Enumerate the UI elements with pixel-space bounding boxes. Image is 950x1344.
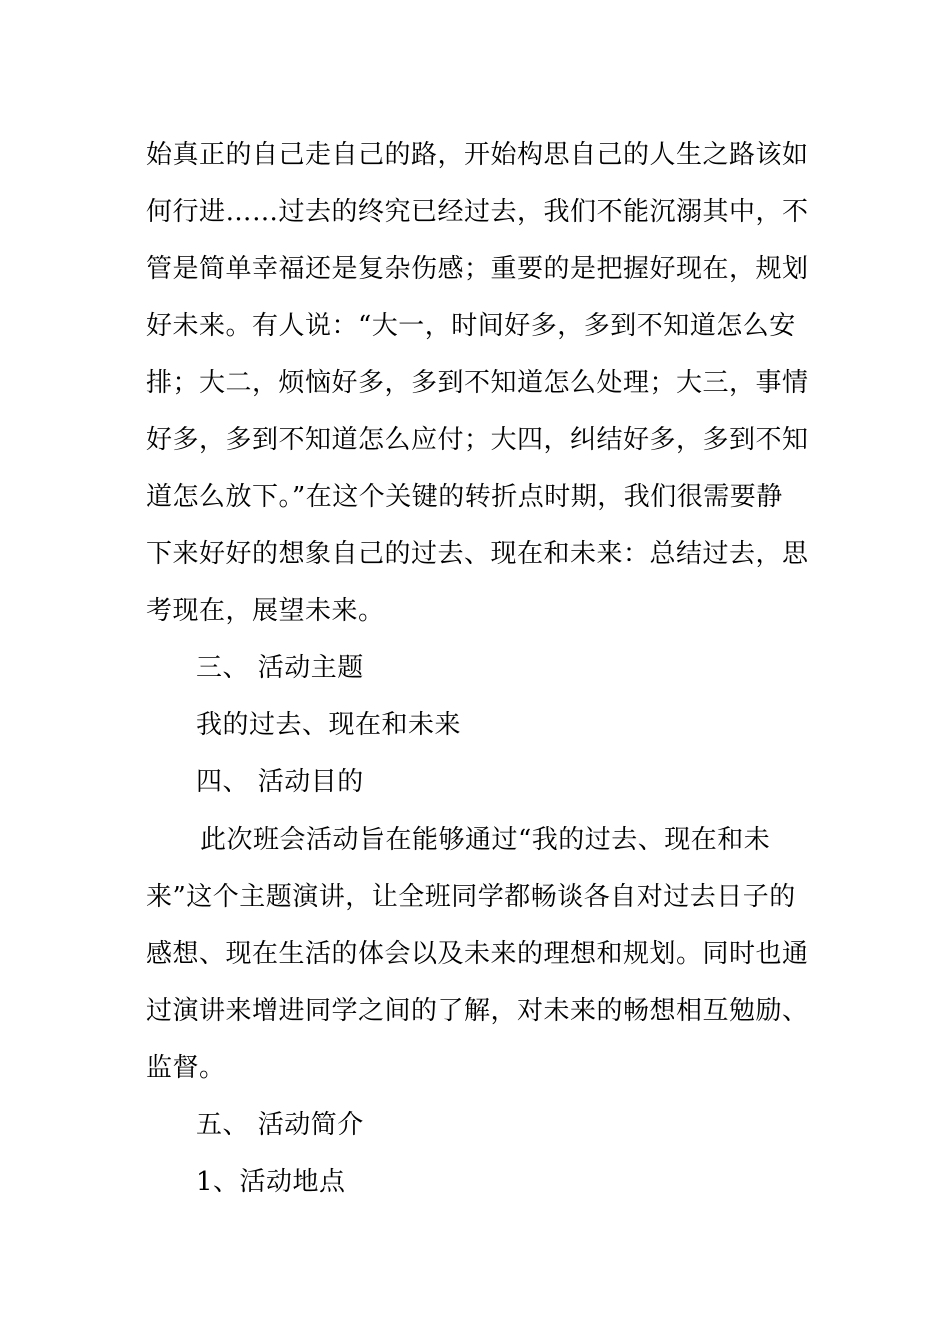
paragraph-line: 道怎么放下。”在这个关键的转折点时期，我们很需要静 bbox=[146, 482, 783, 512]
section-heading-theme: 三、 活动主题 bbox=[196, 653, 364, 683]
list-item-location: 1、活动地点 bbox=[196, 1167, 346, 1197]
paragraph-line: 考现在，展望未来。 bbox=[146, 596, 385, 626]
paragraph-line: 好未来。有人说：“大一，时间好多，多到不知道怎么安 bbox=[146, 311, 796, 341]
section-heading-intro: 五、 活动简介 bbox=[196, 1110, 364, 1140]
paragraph-line: 此次班会活动旨在能够通过“我的过去、现在和未 bbox=[200, 825, 771, 855]
paragraph-line: 下来好好的想象自己的过去、现在和未来：总结过去，思 bbox=[146, 539, 809, 569]
paragraph-line: 过演讲来增进同学之间的了解，对未来的畅想相互勉励、 bbox=[146, 996, 809, 1026]
paragraph-line: 监督。 bbox=[146, 1053, 226, 1083]
paragraph-line: 来”这个主题演讲，让全班同学都畅谈各自对过去日子的 bbox=[146, 882, 796, 912]
paragraph-line: 管是简单幸福还是复杂伤感；重要的是把握好现在，规划 bbox=[146, 254, 809, 284]
paragraph-line: 感想、现在生活的体会以及未来的理想和规划。同时也通 bbox=[146, 939, 809, 969]
paragraph-line: 何行进……过去的终究已经过去，我们不能沉溺其中，不 bbox=[146, 197, 809, 227]
section-heading-purpose: 四、 活动目的 bbox=[196, 767, 364, 797]
paragraph-line: 排；大二，烦恼好多，多到不知道怎么处理；大三，事情 bbox=[146, 368, 809, 398]
theme-text: 我的过去、现在和未来 bbox=[196, 710, 462, 740]
paragraph-line: 始真正的自己走自己的路，开始构思自己的人生之路该如 bbox=[146, 140, 809, 170]
paragraph-line: 好多，多到不知道怎么应付；大四，纠结好多，多到不知 bbox=[146, 425, 809, 455]
